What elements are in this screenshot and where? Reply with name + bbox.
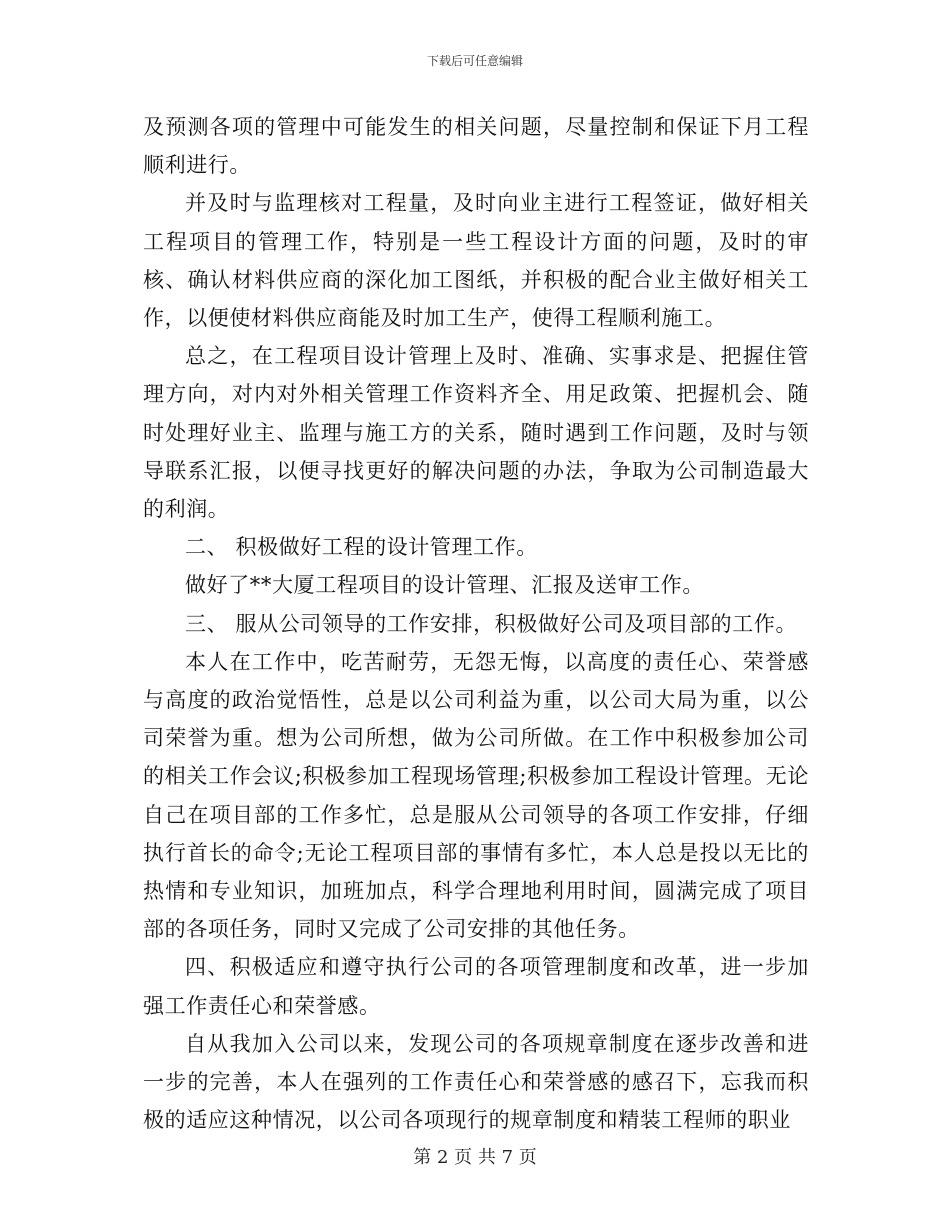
paragraph-3: 总之，在工程项目设计管理上及时、准确、实事求是、把握住管理方向，对内对外相关管理工作资料齐全、用足政策、把握机会、随时处理好业主、监理与施工方的关系，随时遇到工作问题，及时与领导联系汇报，以便寻找更好的解决问题的办法，争取为公司制造最大的利润。	[143, 344, 809, 522]
paragraph-5: 本人在工作中，吃苦耐劳，无怨无悔，以高度的责任心、荣誉感与高度的政治觉悟性，总是以公司利益为重，以公司大局为重，以公司荣誉为重。想为公司所想，做为公司所做。在工作中积极参加公司的相关工作会议;积极参加工程现场管理;积极参加工程设计管理。无论自己在项目部的工作多忙，总是服从公司领导的各项工作安排，仔细执行首长的命令;无论工程项目部的事情有多忙，本人总是投以无比的热情和专业知识，加班加点，科学合理地利用时间，圆满完成了项目部的各项任务，同时又完成了公司安排的其他任务。	[143, 649, 809, 942]
section-heading-3: 三、 服从公司领导的工作安排，积极做好公司及项目部的工作。	[185, 611, 798, 636]
document-body	[143, 108, 809, 1139]
paragraph-6: 自从我加入公司以来，发现公司的各项规章制度在逐步改善和进一步的完善，本人在强列的工作责任心和荣誉感的感召下，忘我而积极的适应这种情况，以公司各项现行的规章制度和精装工程师的职业	[143, 1031, 809, 1133]
paragraph-1: 及预测各项的管理中可能发生的相关问题，尽量控制和保证下月工程顺利进行。	[143, 115, 809, 178]
paragraph-2: 并及时与监理核对工程量，及时向业主进行工程签证，做好相关工程项目的管理工作，特别是一些工程设计方面的问题，及时的审核、确认材料供应商的深化加工图纸，并积极的配合业主做好相关工作，以便使材料供应商能及时加工生产，使得工程顺利施工。	[143, 191, 809, 331]
section-heading-4: 四、积极适应和遵守执行公司的各项管理制度和改革，进一步加强工作责任心和荣誉感。	[143, 955, 809, 1018]
page-header: 下载后可任意编辑	[426, 54, 523, 68]
section-heading-2: 二、 积极做好工程的设计管理工作。	[185, 535, 538, 560]
page-number-footer: 第 2 页 共 7 页	[413, 1147, 537, 1168]
paragraph-4: 做好了**大厦工程项目的设计管理、汇报及送审工作。	[185, 573, 704, 598]
